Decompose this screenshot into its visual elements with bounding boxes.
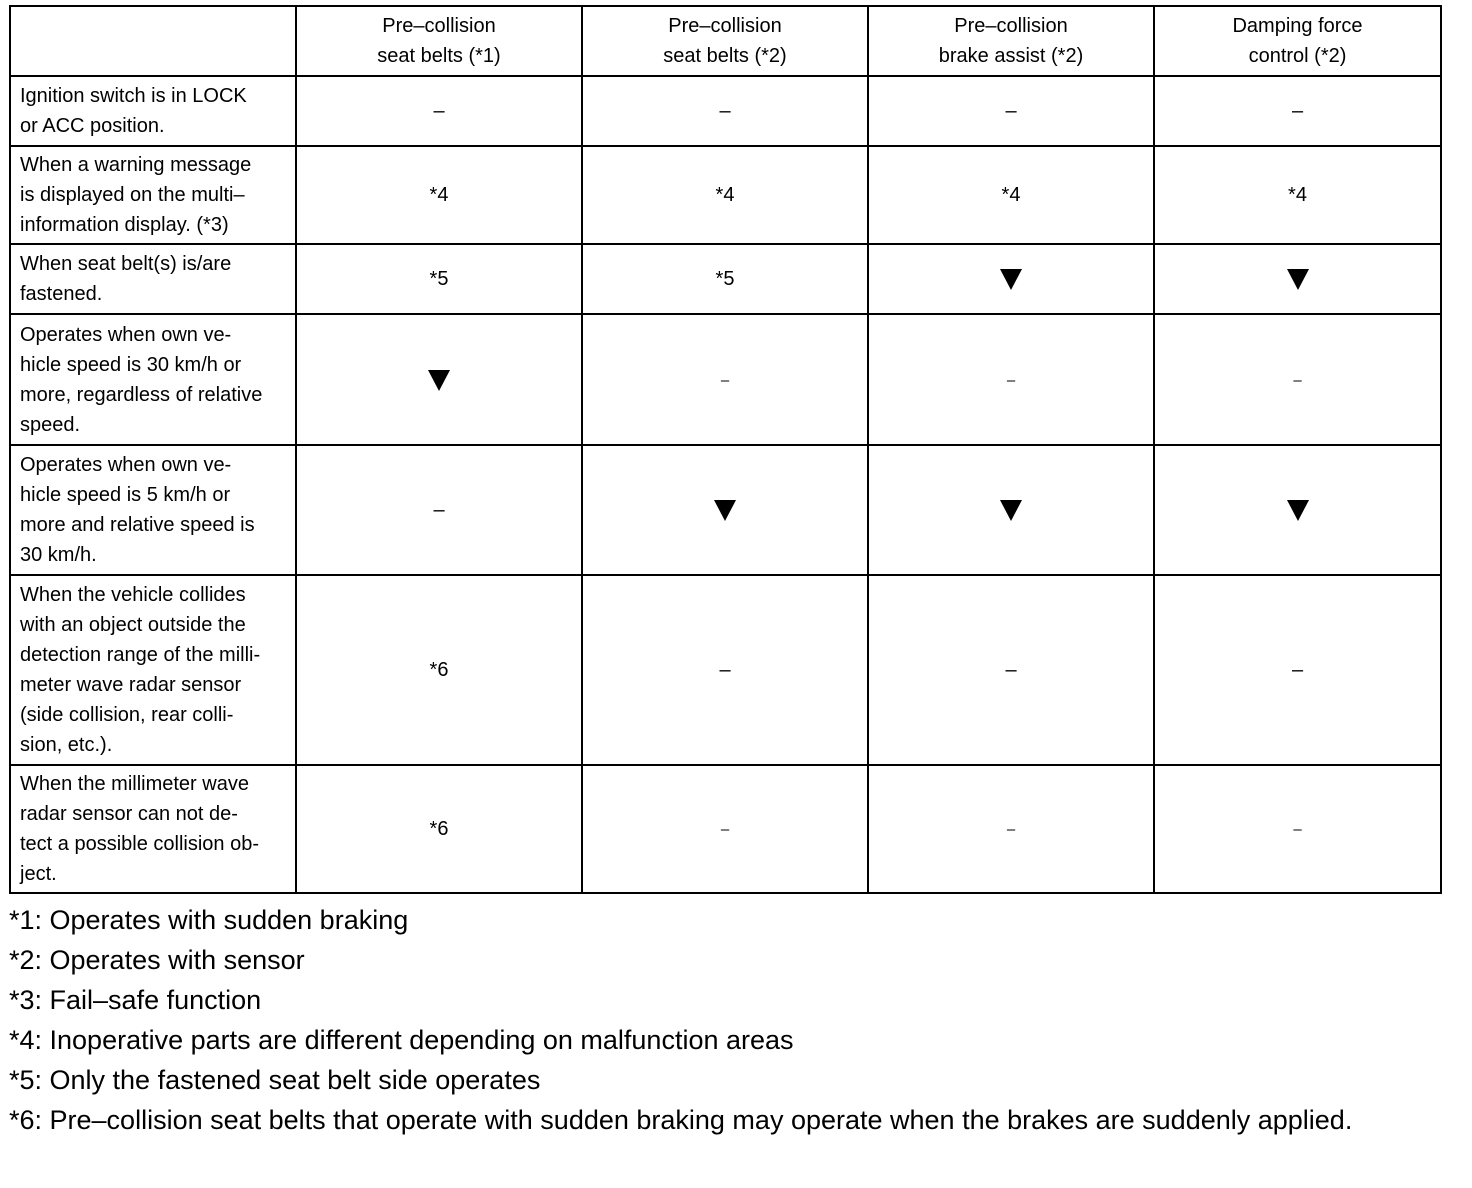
footnote-5: *5: Only the fastened seat belt side operates bbox=[9, 1065, 541, 1095]
column-header-line: Pre–collision bbox=[954, 15, 1068, 37]
header-corner-cell bbox=[10, 6, 296, 76]
table-cell bbox=[1154, 314, 1441, 445]
table-cell bbox=[1154, 575, 1441, 765]
table-cell bbox=[1154, 244, 1441, 314]
row-label-line: hicle speed is 30 km/h or bbox=[20, 353, 242, 376]
column-header-3 bbox=[868, 6, 1154, 76]
table-row bbox=[10, 575, 1441, 765]
column-header-1 bbox=[296, 6, 582, 76]
footnotes bbox=[9, 900, 1442, 1140]
table-cell bbox=[1154, 765, 1441, 893]
row-label-line: When the millimeter wave bbox=[20, 773, 249, 795]
row-label-line: speed. bbox=[20, 413, 81, 436]
down-triangle-icon bbox=[428, 370, 450, 391]
cell-value: *5 bbox=[429, 268, 449, 290]
table-cell bbox=[582, 244, 868, 314]
down-triangle-icon bbox=[1000, 500, 1022, 521]
cell-value: – bbox=[1293, 821, 1302, 838]
table-row bbox=[10, 445, 1441, 575]
table-row bbox=[10, 244, 1441, 314]
row-label-line: (side collision, rear colli- bbox=[20, 704, 234, 726]
table-cell bbox=[868, 575, 1154, 765]
row-label-line: information display. (*3) bbox=[20, 214, 229, 236]
row-label-line: 30 km/h. bbox=[20, 544, 97, 566]
table-cell bbox=[1154, 146, 1441, 244]
row-label-line: detection range of the milli- bbox=[20, 644, 261, 666]
footnote-4: *4: Inoperative parts are different depending on malfunction areas bbox=[9, 1025, 794, 1055]
footnote-1: *1: Operates with sudden braking bbox=[9, 905, 409, 935]
table-cell bbox=[868, 314, 1154, 445]
row-label bbox=[10, 765, 296, 893]
cell-value: – bbox=[1006, 821, 1016, 838]
table-row bbox=[10, 765, 1441, 893]
row-label-line: more, regardless of relative bbox=[20, 383, 263, 406]
cell-value: *4 bbox=[1001, 184, 1021, 206]
row-label bbox=[10, 314, 296, 445]
cell-value: – bbox=[719, 100, 731, 122]
table-cell bbox=[296, 445, 582, 575]
cell-value: – bbox=[433, 100, 445, 122]
footnote-3: *3: Fail–safe function bbox=[9, 985, 262, 1015]
operation-conditions-table bbox=[9, 5, 1442, 894]
row-label-line: When a warning message bbox=[20, 154, 252, 176]
row-label-line: or ACC position. bbox=[20, 115, 165, 137]
table-cell bbox=[582, 445, 868, 575]
table-header-row bbox=[10, 6, 1441, 76]
cell-value: *6 bbox=[429, 818, 449, 840]
row-label-line: more and relative speed is bbox=[20, 514, 255, 536]
row-label bbox=[10, 76, 296, 146]
footnote-2: *2: Operates with sensor bbox=[9, 945, 305, 975]
row-label-line: meter wave radar sensor bbox=[20, 674, 242, 696]
table-cell bbox=[582, 575, 868, 765]
row-label-line: ject. bbox=[20, 863, 57, 885]
row-label bbox=[10, 244, 296, 314]
table-row bbox=[10, 76, 1441, 146]
column-header-2 bbox=[582, 6, 868, 76]
cell-value: *4 bbox=[1288, 184, 1307, 206]
column-header-line: seat belts (*1) bbox=[377, 45, 501, 67]
table-cell bbox=[868, 146, 1154, 244]
cell-value: – bbox=[1291, 100, 1304, 122]
row-label-line: Operates when own ve- bbox=[20, 323, 232, 346]
row-label-line: When seat belt(s) is/are bbox=[20, 253, 232, 275]
down-triangle-icon bbox=[714, 500, 736, 521]
down-triangle-icon bbox=[1000, 269, 1022, 290]
cell-value: – bbox=[1293, 371, 1302, 389]
cell-value: – bbox=[1291, 659, 1304, 681]
cell-value: – bbox=[720, 821, 730, 838]
table-cell bbox=[296, 76, 582, 146]
cell-value: – bbox=[1005, 659, 1017, 681]
table-cell bbox=[296, 244, 582, 314]
column-header-line: Pre–collision bbox=[668, 15, 782, 37]
row-label-line: hicle speed is 5 km/h or bbox=[20, 484, 231, 506]
table-cell bbox=[582, 765, 868, 893]
row-label bbox=[10, 445, 296, 575]
table-cell bbox=[868, 445, 1154, 575]
cell-value: *4 bbox=[715, 184, 735, 206]
table-body bbox=[10, 76, 1441, 893]
row-label-line: radar sensor can not de- bbox=[20, 803, 238, 825]
cell-value: *4 bbox=[429, 184, 449, 206]
row-label bbox=[10, 146, 296, 244]
table-cell bbox=[296, 575, 582, 765]
cell-value: – bbox=[433, 499, 445, 521]
column-header-line: seat belts (*2) bbox=[663, 45, 787, 67]
row-label-line: is displayed on the multi– bbox=[20, 184, 245, 206]
row-label-line: When the vehicle collides bbox=[20, 584, 246, 606]
down-triangle-icon bbox=[1287, 269, 1309, 290]
table-cell bbox=[1154, 76, 1441, 146]
row-label-line: Ignition switch is in LOCK bbox=[20, 85, 247, 107]
cell-value: – bbox=[1006, 371, 1016, 389]
column-header-line: Damping force bbox=[1232, 15, 1363, 37]
column-header-4 bbox=[1154, 6, 1441, 76]
cell-value: *6 bbox=[429, 659, 449, 681]
table-cell bbox=[582, 76, 868, 146]
column-header-line: Pre–collision bbox=[382, 15, 496, 37]
table-row bbox=[10, 146, 1441, 244]
column-header-line: brake assist (*2) bbox=[938, 45, 1084, 67]
footnote-6: *6: Pre–collision seat belts that operate with sudden braking may operate when the brakes are suddenly applied. bbox=[9, 1105, 1353, 1135]
table-cell bbox=[296, 314, 582, 445]
row-label bbox=[10, 575, 296, 765]
table-cell bbox=[582, 314, 868, 445]
row-label-line: tect a possible collision ob- bbox=[20, 833, 260, 855]
cell-value: *5 bbox=[715, 268, 735, 290]
column-header-line: control (*2) bbox=[1248, 45, 1347, 67]
table-cell bbox=[868, 76, 1154, 146]
row-label-line: with an object outside the bbox=[20, 614, 246, 636]
row-label-line: sion, etc.). bbox=[20, 734, 113, 756]
table-cell bbox=[868, 765, 1154, 893]
table-cell bbox=[296, 765, 582, 893]
table-cell bbox=[868, 244, 1154, 314]
table-cell bbox=[582, 146, 868, 244]
table-row bbox=[10, 314, 1441, 445]
row-label-line: Operates when own ve- bbox=[20, 454, 232, 476]
down-triangle-icon bbox=[1287, 500, 1309, 521]
cell-value: – bbox=[1005, 100, 1017, 122]
cell-value: – bbox=[720, 371, 730, 389]
cell-value: – bbox=[719, 659, 731, 681]
table-cell bbox=[296, 146, 582, 244]
row-label-line: fastened. bbox=[20, 283, 103, 305]
table-cell bbox=[1154, 445, 1441, 575]
